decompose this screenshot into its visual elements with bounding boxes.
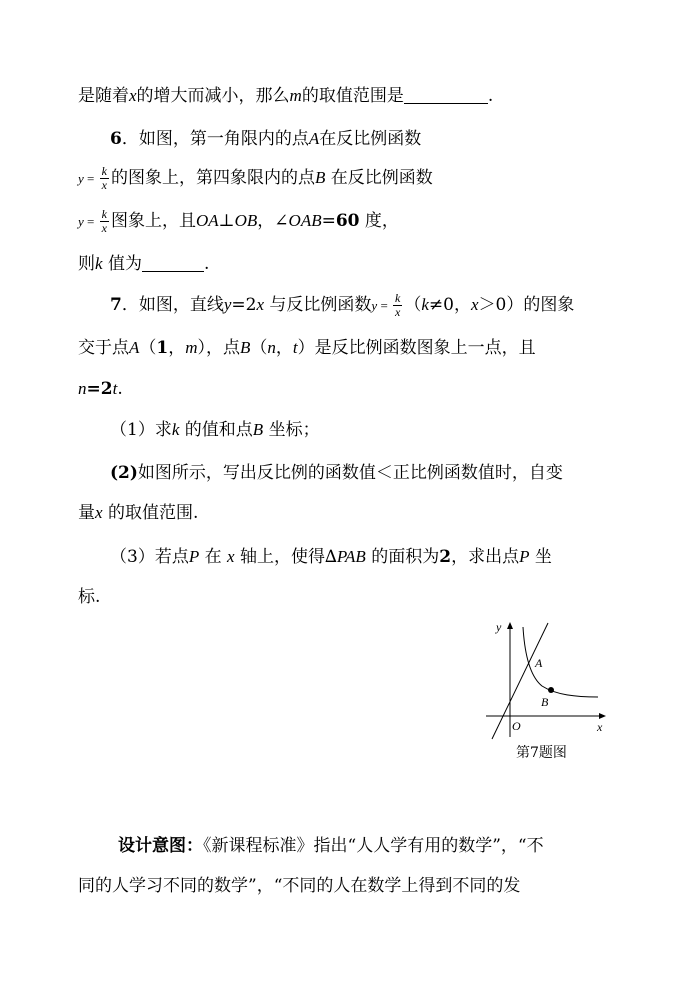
point-A: A [308, 129, 320, 148]
angle-OAB: OAB [288, 211, 322, 230]
y-axis-arrow [507, 622, 513, 629]
text: 如图所示，写出反比例的函数值＜正比例函数值时，自变 [137, 463, 563, 483]
graph-figure [480, 615, 620, 740]
text: 值为 [107, 254, 142, 274]
var-n: n [267, 338, 276, 357]
point-B: B [314, 168, 326, 187]
text: 坐标； [268, 420, 320, 440]
point-B: B [252, 420, 264, 439]
point-P: P [519, 547, 530, 566]
question-number: 7 [110, 295, 122, 315]
point-P: P [188, 547, 200, 566]
label-x: x [597, 720, 603, 734]
formula-y-k-over-x: y = [78, 214, 98, 229]
text: ），点 [197, 338, 241, 358]
var-m: m [289, 86, 302, 105]
period: . [117, 379, 123, 399]
answer-blank[interactable] [142, 253, 204, 272]
text: （ [250, 338, 268, 358]
perp-symbol: ⊥ [218, 211, 235, 231]
period: . [203, 254, 210, 274]
angle-symbol: ∠ [274, 211, 289, 231]
text: 是随着 [78, 86, 129, 106]
q7-part-2 [110, 461, 563, 485]
text: 在 [204, 547, 222, 567]
text: 量 [78, 503, 95, 523]
text: 同的人学习不同的数学”，“不同的人在数学上得到不同的发 [78, 876, 521, 896]
text: 轴上，使得 [239, 547, 325, 567]
var-x: x [129, 86, 137, 105]
angle-value: 60 [335, 211, 360, 231]
text: 则 [78, 254, 95, 274]
text: ， [257, 211, 275, 231]
point-B-dot [548, 687, 554, 693]
var-x: x [470, 295, 479, 314]
text: ， [168, 338, 186, 358]
var-k: k [421, 295, 429, 314]
var-m: m [185, 338, 198, 357]
label-O: O [512, 719, 521, 733]
text: 在反比例函数 [330, 168, 433, 188]
segment-OB: OB [234, 211, 258, 230]
point-A: A [129, 338, 140, 357]
text: 的图象 [523, 295, 575, 315]
q7-line-1 [110, 292, 574, 319]
text: 的值和点 [184, 420, 253, 440]
text: 坐 [534, 547, 552, 567]
answer-blank[interactable] [404, 85, 488, 104]
text: ＞0） [478, 295, 524, 315]
text: ）是反比例函数图象上一点，且 [297, 338, 536, 358]
q6-line-3 [78, 208, 399, 235]
part-number: (2) [110, 463, 138, 483]
text: =2 [231, 295, 257, 315]
design-line-1 [118, 834, 544, 858]
text: 图象上，且 [110, 211, 196, 231]
text: 在反比例函数 [319, 129, 422, 149]
text: 《新课程标准》指出“人人学有用的数学”，“不 [203, 836, 544, 856]
point-B: B [240, 338, 251, 357]
fraction-k-over-x: $\frac{k}{x}$ [101, 164, 107, 192]
text: ， [275, 338, 293, 358]
text: ．如图，第一角限内的点 [121, 129, 309, 149]
q7-part-1 [110, 418, 320, 442]
formula-y-k-over-x: y = [371, 298, 392, 313]
q6-line-2 [78, 165, 433, 192]
triangle-PAB: PAB [336, 547, 366, 566]
fraction-k-over-x: $\frac{k}{x}$ [101, 207, 107, 235]
text: ．如图，直线 [121, 295, 224, 315]
design-title: 设计意图： [118, 836, 203, 856]
text: = [321, 211, 336, 231]
var-t: t [292, 338, 298, 357]
text: 的取值范围. [107, 503, 199, 523]
text: （ [139, 338, 157, 358]
q7-part-3-cont [78, 585, 100, 609]
text: （1）求 [110, 420, 172, 440]
q7-line-3 [78, 377, 123, 401]
text: 的增大而减小，那么 [136, 86, 290, 106]
triangle-symbol: ∆ [324, 547, 337, 567]
var-n: n [78, 379, 87, 398]
label-A: A [535, 656, 543, 670]
text-line-1 [78, 84, 493, 108]
text: 与反比例函数 [269, 295, 372, 315]
text: ，求出点 [451, 547, 520, 567]
label-B: B [541, 695, 549, 709]
fraction-k-over-x: $\frac{k}{x}$ [395, 291, 401, 319]
q7-line-2 [78, 336, 536, 360]
q7-part-3 [110, 545, 552, 569]
period: . [487, 86, 494, 106]
var-x: x [95, 503, 103, 522]
text: 的图象上，第四象限内的点 [110, 168, 315, 188]
var-k: k [171, 420, 180, 439]
q6-line-4 [78, 252, 209, 276]
q6-line-1 [110, 127, 421, 151]
design-line-2 [78, 874, 520, 898]
segment-OA: OA [195, 211, 219, 230]
text: （3）若点 [110, 547, 189, 567]
x-axis-arrow [599, 713, 606, 719]
var-x: x [227, 547, 235, 566]
text: ≠0， [428, 295, 471, 315]
label-y: y [496, 620, 502, 634]
question-number: 6 [110, 129, 122, 149]
q7-part-2-cont [78, 501, 198, 525]
text: 的取值范围是 [301, 86, 404, 106]
text: =2 [86, 379, 113, 399]
var-x: x [256, 295, 264, 314]
text: 度， [364, 211, 399, 231]
figure-caption: 第7题图 [516, 745, 567, 761]
var-t: t [112, 379, 118, 398]
var-k: k [95, 254, 103, 273]
text: （ [404, 295, 422, 315]
var-y: y [223, 295, 232, 314]
text: 的面积为 [371, 547, 440, 567]
text: 标. [78, 587, 101, 607]
coord-value: 1 [156, 338, 169, 358]
area-value: 2 [439, 547, 452, 567]
text: 交于点 [78, 338, 129, 358]
formula-y-k-over-x: y = [78, 171, 98, 186]
